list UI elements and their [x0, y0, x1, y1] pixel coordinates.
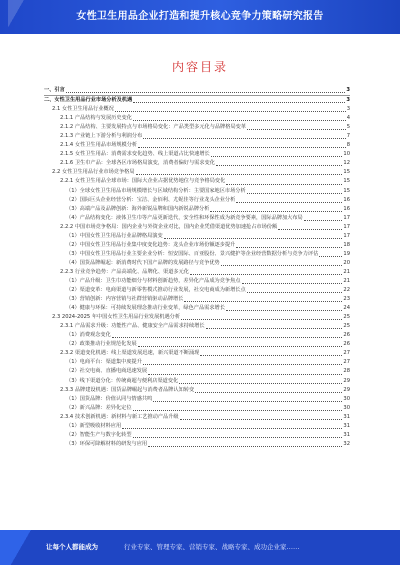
footer-slogan: 让每个人都能成为	[46, 543, 98, 551]
toc-entry[interactable]	[44, 196, 350, 205]
toc-leader-dots	[210, 211, 342, 212]
toc-leader-dots	[304, 220, 343, 221]
toc-entry[interactable]	[44, 223, 350, 232]
footer-decoration	[0, 530, 36, 565]
toc-entry-page: 25	[343, 323, 350, 330]
toc-entry[interactable]	[44, 259, 350, 268]
toc-entry-page: 31	[343, 431, 350, 438]
toc-entry-page: 24	[343, 305, 350, 312]
toc-entry-label: （1）中国女性卫生用品行业品牌格局演变	[66, 232, 163, 239]
toc-entry-label: （3）线下渠道分化：传统商超与便利店渠道变化	[66, 377, 179, 384]
report-header	[0, 0, 400, 34]
toc-entry-label: 二、女性卫生用品行业市场分析及机遇	[44, 97, 133, 104]
toc-entry-label: （2）国际巨头企业经营分析：宝洁、金佰利、尤妮佳等行业龙头企业分析	[66, 196, 236, 203]
toc-entry-label: 2.2.3 行业竞争趋势：产品高端化、品牌化、渠道多元化	[60, 268, 189, 275]
toc-leader-dots	[200, 355, 342, 356]
toc-entry[interactable]	[44, 413, 350, 422]
toc-leader-dots	[190, 274, 342, 275]
toc-leader-dots	[112, 337, 343, 338]
toc-entry-page: 10	[343, 151, 350, 158]
toc-entry-page: 15	[343, 178, 350, 185]
toc-entry-label: （2）智能生产与数字化转型	[66, 431, 132, 438]
toc-entry-page: 8	[346, 142, 350, 149]
header-decoration	[8, 0, 28, 34]
toc-entry[interactable]	[44, 358, 350, 367]
toc-entry-label: （4）健康与环保：可持续发展理念推动行业变革，绿色产品需求增长	[66, 305, 225, 312]
toc-entry[interactable]	[44, 205, 350, 214]
toc-leader-dots	[195, 392, 342, 393]
toc-entry-page: 31	[343, 413, 350, 420]
toc-entry-page: 26	[343, 341, 350, 348]
toc-entry-page: 4	[346, 115, 350, 122]
toc-leader-dots	[138, 147, 346, 148]
toc-entry-page: 28	[343, 368, 350, 375]
toc-entry-label: 2.3 2024-2025 年中国女性卫生用品行业发展机遇分析	[52, 314, 181, 321]
toc-leader-dots	[122, 428, 342, 429]
toc-entry-label: （2）政策推动行业规范化发展	[66, 341, 137, 348]
toc-entry-page: 21	[343, 268, 350, 275]
toc-entry-page: 26	[343, 332, 350, 339]
toc-leader-dots	[206, 328, 343, 329]
toc-entry-label: （3）环保可降解材料的研发与应用	[66, 440, 148, 447]
toc-entry-page: 21	[343, 277, 350, 284]
toc-entry-page: 5	[346, 124, 350, 131]
toc-leader-dots	[66, 92, 346, 93]
toc-leader-dots	[278, 229, 342, 230]
toc-entry[interactable]	[44, 132, 350, 141]
toc-entry[interactable]	[44, 168, 350, 177]
toc-entry-label: 2.1 女性卫生用品行业概况	[52, 106, 114, 113]
toc-leader-dots	[216, 165, 342, 166]
toc-entry[interactable]	[44, 404, 350, 413]
toc-leader-dots	[181, 319, 342, 320]
footer-roles: 行业专家、管理专家、营销专家、战略专家、成功企业家……	[124, 543, 300, 551]
toc-entry-label: （2）新兴品牌：差异化定位	[66, 404, 132, 411]
report-title: 女性卫生用品企业打造和提升核心竞争力策略研究报告	[76, 11, 324, 22]
toc-entry[interactable]	[44, 431, 350, 440]
toc-entry-label: （1）全球女性卫生用品市场规模增长与区域结构分析：主要国家地区市场分析	[66, 187, 246, 194]
toc-entry[interactable]	[44, 422, 350, 431]
toc-leader-dots	[319, 256, 342, 257]
toc-entry[interactable]	[44, 241, 350, 250]
toc-entry[interactable]	[44, 286, 350, 295]
toc-entry[interactable]	[44, 105, 350, 114]
toc-leader-dots	[247, 193, 343, 194]
toc-entry-page: 20	[343, 259, 350, 266]
toc-leader-dots	[143, 364, 342, 365]
toc-leader-dots	[115, 111, 346, 112]
toc-entry-label: （2）中国女性卫生用品行业集中度变化趋势：龙头企业市场份额逐步提升	[66, 241, 236, 248]
toc-entry-page: 12	[343, 160, 350, 167]
toc-entry-page: 25	[343, 314, 350, 321]
toc-leader-dots	[133, 120, 346, 121]
toc-leader-dots	[143, 138, 345, 139]
toc-entry[interactable]	[44, 386, 350, 395]
toc-entry-label: （3）营销创新：内容营销与社群营销驱动品牌增长	[66, 296, 184, 303]
toc-leader-dots	[236, 202, 342, 203]
toc-entry-page: 22	[343, 287, 350, 294]
toc-leader-dots	[164, 238, 343, 239]
toc-entry[interactable]	[44, 313, 350, 322]
toc-leader-dots	[148, 374, 342, 375]
toc-leader-dots	[180, 419, 343, 420]
toc-entry[interactable]	[44, 440, 350, 449]
toc-entry-label: （2）社交电商、直播电商迅速发展	[66, 368, 148, 375]
toc-entry[interactable]	[44, 150, 350, 159]
toc-entry-page: 31	[343, 422, 350, 429]
toc-entry-label: 2.2.1 女性卫生用品全球市场：国际大企业占据优势地位与竞争格局变化	[60, 178, 226, 185]
footer-banner	[0, 530, 400, 565]
toc-entry-page: 3	[346, 97, 350, 104]
toc-entry[interactable]	[44, 177, 350, 186]
toc-entry-page: 32	[343, 440, 350, 447]
toc-entry[interactable]	[44, 377, 350, 386]
toc-entry-label: 2.1.3 产业链上下游分析与利润分布	[60, 133, 143, 140]
toc-entry[interactable]	[44, 331, 350, 340]
toc-leader-dots	[153, 401, 342, 402]
toc-entry-label: （1）国货品牌：价值认同与情感共鸣	[66, 395, 153, 402]
toc-entry-label: 2.3.3 品牌建设机遇：国货品牌崛起与消费者品牌认知转变	[60, 386, 195, 393]
toc-entry-page: 16	[343, 196, 350, 203]
toc-entry-label: （4）国货品牌崛起：新消费时代下国产品牌的发展路径与竞争优势	[66, 259, 220, 266]
toc-entry-page: 29	[343, 377, 350, 384]
toc-entry-page: 30	[343, 404, 350, 411]
toc-entry[interactable]	[44, 250, 350, 259]
toc-entry[interactable]	[44, 159, 350, 168]
toc-leader-dots	[242, 283, 343, 284]
toc-entry-page: 16	[343, 205, 350, 212]
toc-entry[interactable]	[44, 340, 350, 349]
toc-entry-label: 2.3.4 技术创新机遇：新材料与新工艺推动产品升级	[60, 413, 179, 420]
toc-entry-page: 27	[343, 350, 350, 357]
toc-leader-dots	[184, 301, 342, 302]
toc-entry-label: （3）高端产品及品牌创新：海外新锐品牌和国内新锐品牌分析	[66, 205, 210, 212]
toc-leader-dots	[179, 383, 342, 384]
toc-entry-page: 7	[346, 133, 350, 140]
toc-entry[interactable]	[44, 349, 350, 358]
toc-entry-page: 17	[343, 214, 350, 221]
toc-entry-label: （1）电商平台：渠道集中度提升	[66, 359, 142, 366]
toc-leader-dots	[148, 446, 342, 447]
toc-entry[interactable]	[44, 322, 350, 331]
toc-entry-page: 18	[343, 241, 350, 248]
toc-entry[interactable]	[44, 214, 350, 223]
toc-title: 内容目录	[171, 60, 228, 74]
toc-entry[interactable]	[44, 277, 350, 286]
toc-entry-label: （1）消费观念变化	[66, 332, 111, 339]
toc-entry[interactable]	[44, 232, 350, 241]
toc-entry[interactable]	[44, 95, 350, 105]
toc-entry-page: 30	[343, 395, 350, 402]
toc-leader-dots	[247, 292, 343, 293]
toc-leader-dots	[236, 247, 342, 248]
toc-entry[interactable]	[44, 367, 350, 376]
toc-entry-page: 23	[343, 296, 350, 303]
toc-entry-label: （2）渠道变革：电商渠道与新零售模式推动行业发展，社交电商成为新增长点	[66, 287, 246, 294]
toc-entry-label: 2.1.2 产品结构、主要发展特点与市场格局变化：产品类型多元化与品牌格局变革	[60, 124, 247, 131]
toc-entry-page: 3	[346, 87, 350, 93]
toc-entry-page: 29	[343, 386, 350, 393]
toc-leader-dots	[221, 265, 343, 266]
toc-leader-dots	[133, 410, 343, 411]
toc-leader-dots	[138, 346, 343, 347]
toc-leader-dots	[226, 310, 342, 311]
toc-entry-label: 2.2 女性卫生用品行业市场竞争格局	[52, 169, 135, 176]
toc-entry-page: 19	[343, 250, 350, 257]
toc-entry-label: 2.1.1 产品结构与发展历史变化	[60, 115, 132, 122]
toc-entry-page: 17	[343, 232, 350, 239]
toc-leader-dots	[133, 437, 343, 438]
toc-entry[interactable]	[44, 123, 350, 132]
toc-entry[interactable]	[44, 86, 350, 95]
toc-entry-page: 3	[346, 106, 350, 113]
toc-entry-label: 2.1.5 女性卫生用品：消费需求变化趋势、线上渠道占比快速增长	[60, 151, 210, 158]
toc-entry-label: 2.1.6 卫生巾产品：全球各区市场格局演变，消费者偏好与需求变化	[60, 160, 215, 167]
toc-leader-dots	[211, 156, 343, 157]
toc-entry-page: 15	[343, 169, 350, 176]
toc-entry[interactable]	[44, 295, 350, 304]
toc-entry-label: 2.3.1 产品需求升级：功能性产品、健康安全产品需求持续增长	[60, 323, 205, 330]
toc-entry-label: 2.3.2 渠道变化机遇：线上渠道发展迅速，新兴渠道不断涌现	[60, 350, 200, 357]
toc-leader-dots	[136, 174, 343, 175]
toc-entry-label: （1）新型吸收材料应用	[66, 422, 122, 429]
toc-entry[interactable]	[44, 395, 350, 404]
toc-entry[interactable]	[44, 268, 350, 277]
toc-entry-page: 17	[343, 223, 350, 230]
toc-leader-dots	[133, 102, 345, 103]
toc-entry-label: （3）中国女性卫生用品行业主要企业分析：恒安国际、百亚股份、景兴健护等企业经营数据分析与竞争力评估	[66, 250, 319, 257]
toc-entry-label: 2.1.4 女性卫生用品市场规模分析	[60, 142, 138, 149]
toc-entry-label: （1）产品升级：卫生巾功能细分与材料创新趋势，差异化产品成为竞争焦点	[66, 277, 241, 284]
toc-entry-label: （4）产品结构变化：液体卫生巾等产品更新迭代，安全性和环保性成为新竞争要素，国际品牌加大布局	[66, 214, 303, 221]
toc-entry[interactable]	[44, 187, 350, 196]
table-of-contents	[44, 86, 350, 449]
toc-entry[interactable]	[44, 141, 350, 150]
toc-leader-dots	[247, 129, 346, 130]
toc-entry[interactable]	[44, 114, 350, 123]
toc-entry-page: 15	[343, 187, 350, 194]
toc-entry[interactable]	[44, 304, 350, 313]
toc-entry-label: 2.2.2 中国市场竞争格局：国内企业与外资企业对比，国内企业凭借渠道优势加速抢占市场份额	[60, 223, 278, 230]
toc-entry-label: 一、引言	[44, 87, 65, 93]
toc-leader-dots	[226, 184, 342, 185]
toc-entry-page: 27	[343, 359, 350, 366]
